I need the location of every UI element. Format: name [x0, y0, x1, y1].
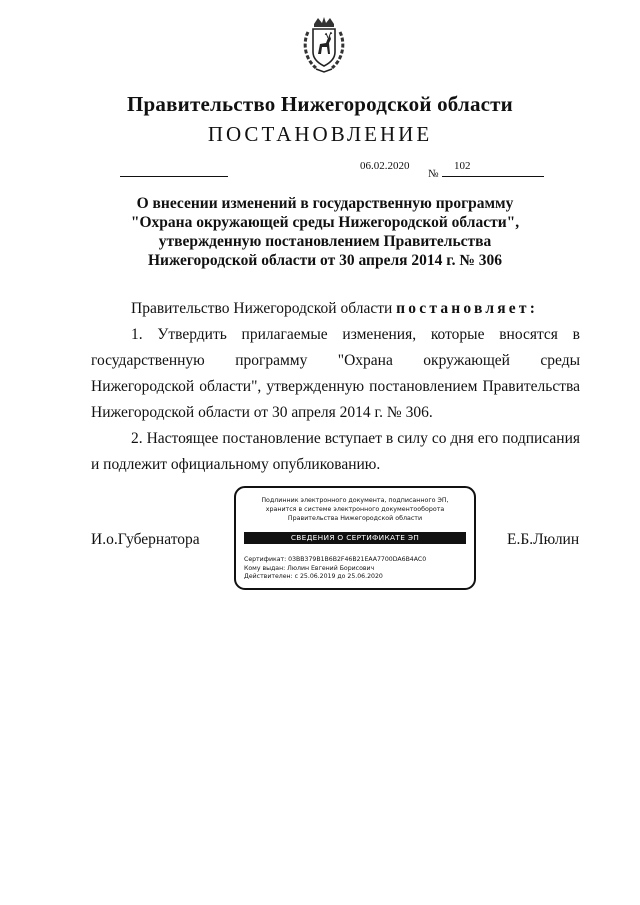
stamp-notice-line: Правительства Нижегородской области — [287, 515, 423, 522]
certificate-validity: Действителен: с 25.06.2019 до 25.06.2020 — [244, 573, 383, 580]
intro-text: Правительство Нижегородской области — [131, 300, 397, 317]
paragraph-1: 1. Утвердить прилагаемые изменения, которые вносятся в государственную программу "Охрана окружающей среды Нижегородской области", утвержденную постановлением Правительства Нижегородской области от 30 апреля 2014 г. № 306. — [91, 326, 580, 421]
date-blank-line — [120, 176, 228, 177]
signer-name: Е.Б.Люлин — [507, 531, 580, 548]
resolves-word: постановляет: — [396, 300, 539, 317]
subject-line: "Охрана окружающей среды Нижегородской области", — [130, 214, 520, 231]
certificate-owner: Кому выдан: Люлин Евгений Борисович — [244, 564, 375, 572]
stamp-notice-line: Подлинник электронного документа, подписанного ЭП, — [261, 497, 449, 504]
coat-of-arms-emblem — [300, 14, 348, 74]
paragraph-2: 2. Настоящее постановление вступает в силу со дня его подписания и подлежит официальному опубликованию. — [91, 430, 580, 473]
signer-position: И.о.Губернатора — [91, 531, 200, 548]
number-sign: № — [428, 168, 439, 180]
document-type: ПОСТАНОВЛЕНИЕ — [207, 122, 433, 146]
stamp-header: СВЕДЕНИЯ О СЕРТИФИКАТЕ ЭП — [244, 532, 466, 544]
document-subject — [120, 194, 530, 270]
electronic-signature-stamp — [234, 486, 476, 590]
stamp-notice-line: хранится в системе электронного документооборота — [265, 506, 445, 513]
document-date: 06.02.2020 — [360, 160, 410, 172]
document-number: 102 — [454, 160, 471, 172]
stamp-details — [244, 556, 426, 582]
certificate-id: Сертификат: 03BB379B1B6B2F46B21EAA7700DA6B4AC0 — [244, 556, 427, 563]
subject-line: утвержденную постановлением Правительства — [158, 233, 492, 250]
government-title: Правительство Нижегородской области — [127, 92, 513, 116]
number-line — [442, 176, 544, 177]
document-body — [91, 296, 580, 478]
stamp-notice — [236, 496, 474, 523]
subject-line: О внесении изменений в государственную программу — [136, 195, 514, 212]
intro-paragraph — [91, 296, 580, 322]
subject-line: Нижегородской области от 30 апреля 2014 г. № 306 — [147, 252, 503, 269]
